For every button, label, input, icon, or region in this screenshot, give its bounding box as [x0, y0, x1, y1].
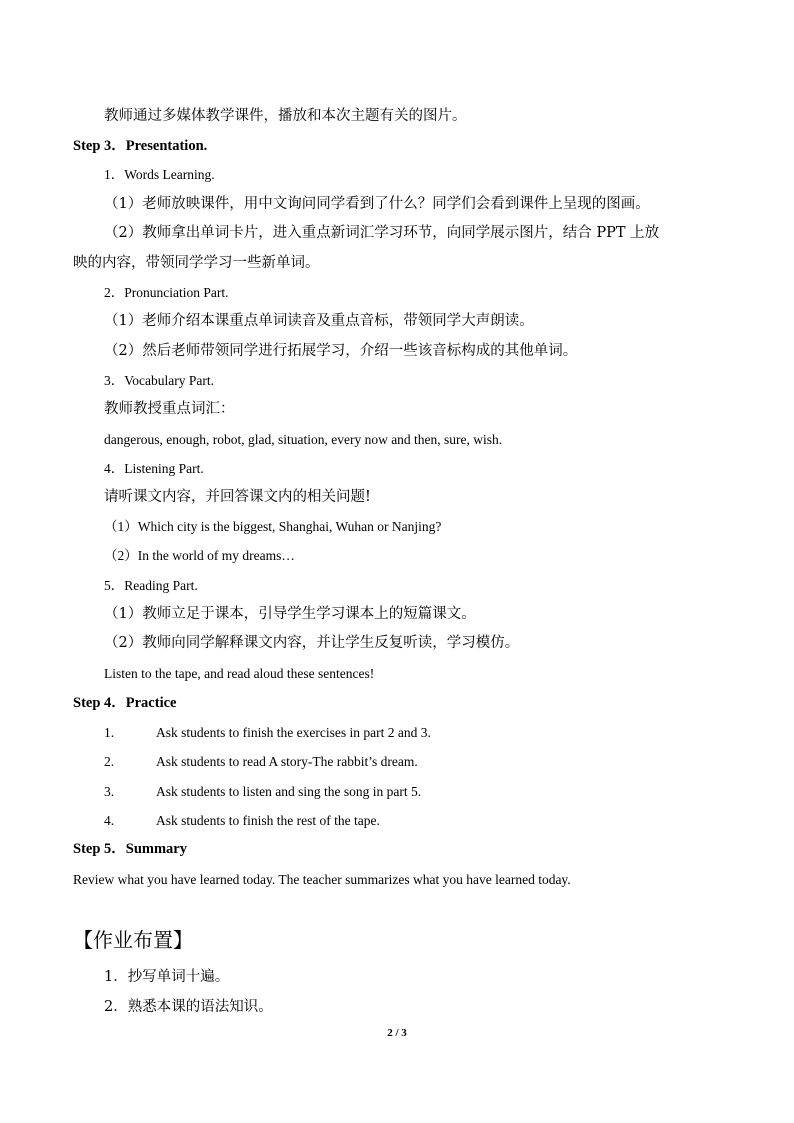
practice-item-number: 3. — [104, 784, 115, 799]
pronunciation-item-1: （1）老师介绍本课重点单词读音及重点音标，带领同学大声朗读。 — [104, 313, 534, 329]
homework-item-1: 1．抄写单词十遍。 — [104, 969, 230, 985]
listening-title: 4．Listening Part. — [104, 461, 204, 476]
listening-item-2: （2）In the world of my dreams… — [104, 548, 295, 563]
practice-item-text: Ask students to finish the exercises in part 2 and 3. — [156, 725, 431, 740]
reading-item-3: Listen to the tape, and read aloud these sentences! — [104, 666, 375, 681]
homework-item-2: 2．熟悉本课的语法知识。 — [104, 999, 273, 1015]
vocabulary-words: dangerous, enough, robot, glad, situation, every now and then, sure, wish. — [104, 432, 503, 447]
words-item-2a: （2）教师拿出单词卡片，进入重点新词汇学习环节，向同学展示图片，结合 PPT 上放 — [104, 225, 660, 241]
words-item-1: （1）老师放映课件，用中文询问同学看到了什么？同学们会看到课件上呈现的图画。 — [104, 196, 650, 212]
listening-item-1: （1）Which city is the biggest, Shanghai, Wuhan or Nanjing? — [104, 519, 442, 534]
pronunciation-title: 2．Pronunciation Part. — [104, 285, 229, 300]
practice-item — [104, 811, 380, 831]
vocabulary-intro: 教师教授重点词汇： — [104, 401, 235, 417]
step3-heading: Step 3．Presentation. — [73, 138, 208, 154]
practice-item-text: Ask students to finish the rest of the tape. — [156, 813, 380, 828]
practice-item-number: 4. — [104, 813, 115, 828]
practice-item-text: Ask students to read A story-The rabbit’s dream. — [156, 754, 418, 769]
listening-intro: 请听课文内容，并回答课文内的相关问题! — [104, 489, 371, 505]
words-learning-title: 1．Words Learning. — [104, 167, 215, 182]
homework-heading: 【作业布置】 — [73, 928, 193, 952]
practice-item-number: 2. — [104, 754, 115, 769]
practice-item — [104, 752, 418, 772]
summary-text: Review what you have learned today. The teacher summarizes what you have learned today. — [73, 872, 571, 887]
words-item-2b: 映的内容，带领同学学习一些新单词。 — [73, 255, 320, 271]
page-number: 2 / 3 — [387, 1027, 407, 1039]
practice-item-text: Ask students to listen and sing the song in part 5. — [156, 784, 422, 799]
reading-item-2: （2）教师向同学解释课文内容，并让学生反复听读，学习模仿。 — [104, 635, 520, 651]
practice-item — [104, 723, 431, 743]
practice-item — [104, 782, 421, 802]
intro-text: 教师通过多媒体教学课件，播放和本次主题有关的图片。 — [104, 108, 467, 124]
reading-item-1: （1）教师立足于课本，引导学生学习课本上的短篇课文。 — [104, 606, 476, 622]
step5-heading: Step 5．Summary — [73, 841, 187, 857]
practice-item-number: 1. — [104, 725, 115, 740]
vocabulary-title: 3．Vocabulary Part. — [104, 373, 214, 388]
reading-title: 5．Reading Part. — [104, 578, 198, 593]
step4-heading: Step 4．Practice — [73, 695, 177, 711]
pronunciation-item-2: （2）然后老师带领同学进行拓展学习，介绍一些该音标构成的其他单词。 — [104, 343, 578, 359]
